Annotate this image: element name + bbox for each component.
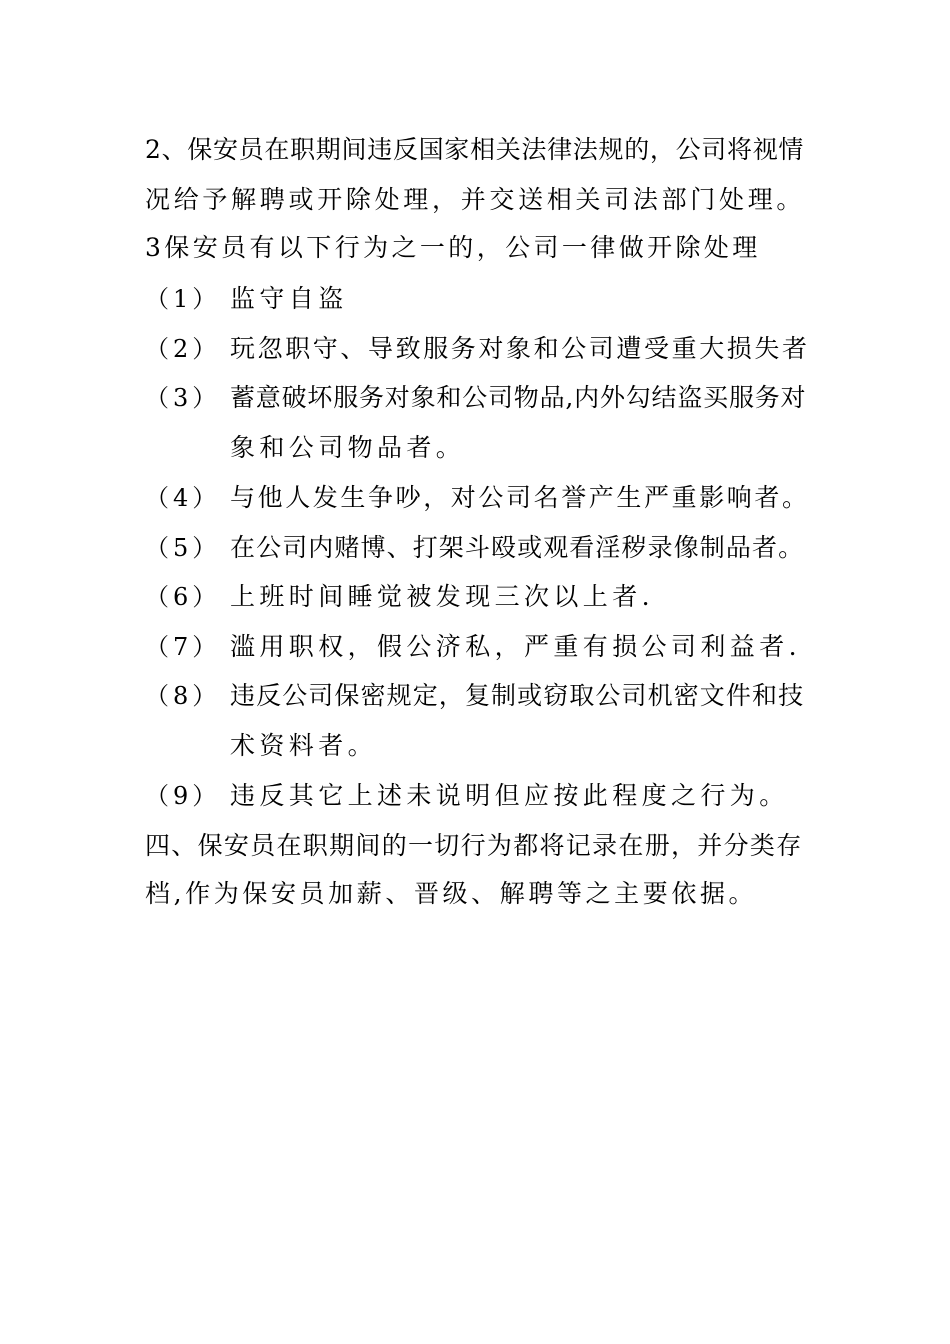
list-item-8-text-line-2: 术资料者。 (230, 731, 378, 760)
paragraph-3-line-1: 3保安员有以下行为之一的，公司一律做开除处理 (145, 233, 761, 262)
list-item-3-text-line-2: 象和公司物品者。 (230, 433, 466, 462)
paragraph-2-line-2: 况给予解聘或开除处理，并交送相关司法部门处理。 (145, 185, 806, 214)
list-item-2-text: 玩忽职守、导致服务对象和公司遭受重大损失者 (230, 334, 810, 363)
list-item-8-text-line-1: 违反公司保密规定，复制或窃取公司机密文件和技 (230, 681, 805, 710)
list-item-7-text: 滥用职权，假公济私，严重有损公司利益者. (230, 632, 801, 661)
list-item-4-number: （4） (145, 484, 221, 512)
list-item-9-text: 违反其它上述未说明但应按此程度之行为。 (230, 781, 789, 810)
paragraph-2-line-1: 2、保安员在职期间违反国家相关法律法规的，公司将视情 (145, 135, 805, 164)
list-item-1-text: 监守自盗 (230, 284, 348, 313)
paragraph-4-line-2: 档,作为保安员加薪、晋级、解聘等之主要依据。 (145, 879, 758, 908)
list-item-6-text: 上班时间睡觉被发现三次以上者. (230, 582, 654, 611)
list-item-4-text: 与他人发生争吵，对公司名誉产生严重影响者。 (230, 483, 810, 512)
list-item-6-number: （6） (145, 583, 221, 611)
list-item-5-text: 在公司内赌博、打架斗殴或观看淫秽录像制品者。 (230, 533, 805, 562)
list-item-2-number: （2） (145, 335, 221, 363)
list-item-7-number: （7） (145, 633, 221, 661)
list-item-3-number: （3） (145, 384, 221, 412)
paragraph-4-line-1: 四、保安员在职期间的一切行为都将记录在册，并分类存 (145, 831, 803, 860)
list-item-3-text-line-1: 蓄意破坏服务对象和公司物品,内外勾结盗买服务对 (230, 383, 807, 412)
list-item-8-number: （8） (145, 682, 221, 710)
list-item-9-number: （9） (145, 782, 221, 810)
list-item-1-number: （1） (145, 285, 221, 313)
list-item-5-number: （5） (145, 534, 221, 562)
